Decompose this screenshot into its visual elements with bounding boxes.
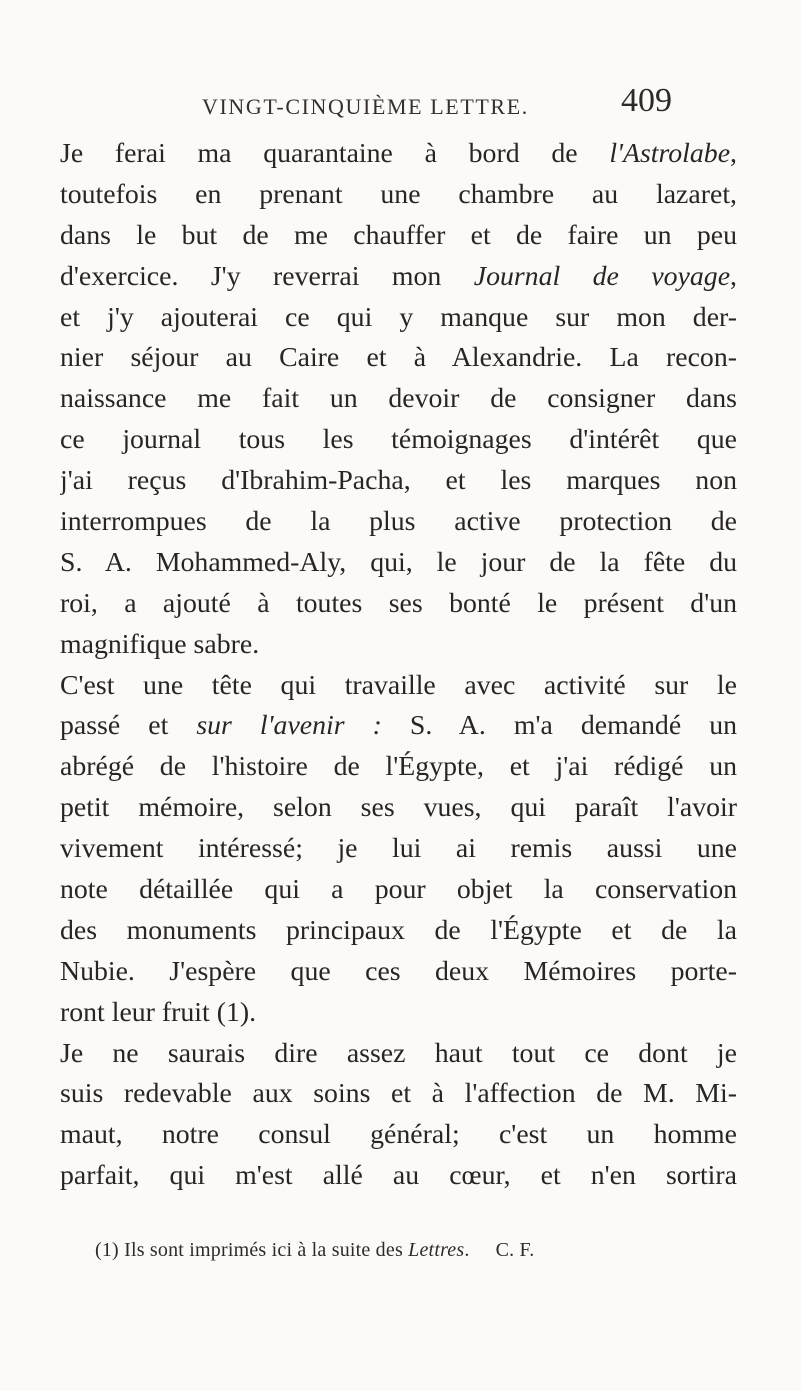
footnote-signature: C. F. [495,1239,535,1261]
text-line [60,911,737,952]
line-text: ront leur fruit (1). [60,996,257,1028]
page-header [202,82,672,124]
text-line [60,543,737,584]
text-line [60,1074,737,1115]
line-text: interrompues de la plus active protection de [60,506,737,538]
line-text: vivement intéressé; je lui ai remis aussi une [60,833,737,865]
line-text: d'exercice. J'y reverrai mon [60,260,474,292]
text-line [60,625,737,666]
footnote-italic: Lettres [408,1239,465,1261]
line-text: passé et [60,710,197,742]
footnote-after: . [464,1239,470,1261]
line-text: magnifique sabre. [60,628,260,660]
line-after: , [730,260,737,292]
text-line [60,298,737,339]
line-italic: l'Astrolabe [609,138,731,169]
text-line [60,134,737,175]
text-line [60,1115,737,1156]
text-line [60,706,737,747]
line-text: dans le but de me chauffer et de faire un peu [60,219,737,251]
text-line [60,747,737,788]
text-line [60,584,737,625]
line-text: Nubie. J'espère que ces deux Mémoires porte- [60,955,737,987]
line-text: Je ferai ma quarantaine à bord de [60,138,610,169]
footnote-marker: (1) [95,1239,119,1261]
text-line [60,829,737,870]
line-text: suis redevable aux soins et à l'affection de M. Mi- [60,1078,737,1110]
running-head: VINGT-CINQUIÈME LETTRE. [202,94,529,119]
line-text: note détaillée qui a pour objet la conservation [60,874,737,906]
text-line [60,338,737,379]
text-line [60,420,737,461]
footnote [95,1239,715,1262]
page-number: 409 [621,82,672,119]
text-line [60,461,737,502]
text-line [60,1156,737,1197]
line-text: et j'y ajouterai ce qui y manque sur mon der- [60,301,737,333]
line-text: j'ai reçus d'Ibrahim-Pacha, et les marques non [60,465,737,497]
line-text: C'est une tête qui travaille avec activité sur le [60,669,737,701]
line-text: parfait, qui m'est allé au cœur, et n'en sortira [60,1160,737,1192]
line-text: S. A. Mohammed-Aly, qui, le jour de la fête du [60,546,737,578]
line-text: petit mémoire, selon ses vues, qui paraît l'avoir [60,792,737,824]
text-line [60,175,737,216]
line-after: S. A. m'a demandé un [381,710,737,742]
line-text: Je ne saurais dire assez haut tout ce dont je [60,1037,737,1069]
line-text: nier séjour au Caire et à Alexandrie. La recon- [60,342,737,374]
text-line [60,216,737,257]
text-line [60,1034,737,1075]
line-text: abrégé de l'histoire de l'Égypte, et j'ai rédigé un [60,751,737,783]
text-line [60,257,737,298]
line-text: roi, a ajouté à toutes ses bonté le présent d'un [60,587,737,619]
text-line [60,870,737,911]
text-line [60,379,737,420]
line-text: toutefois en prenant une chambre au lazaret, [60,178,737,210]
text-line [60,666,737,707]
text-line [60,502,737,543]
text-line [60,952,737,993]
body-text [60,134,737,1197]
line-text: ce journal tous les témoignages d'intérêt que [60,424,737,456]
text-line [60,788,737,829]
line-text: maut, notre consul général; c'est un homme [60,1119,737,1151]
line-after: , [730,138,737,169]
text-line [60,993,737,1034]
line-text: naissance me fait un devoir de consigner dans [60,383,737,415]
footnote-text: Ils sont imprimés ici à la suite des [118,1239,409,1261]
line-text: des monuments principaux de l'Égypte et de la [60,914,737,946]
line-italic: sur l'avenir : [196,710,382,742]
line-italic: Journal de voyage [473,260,731,292]
